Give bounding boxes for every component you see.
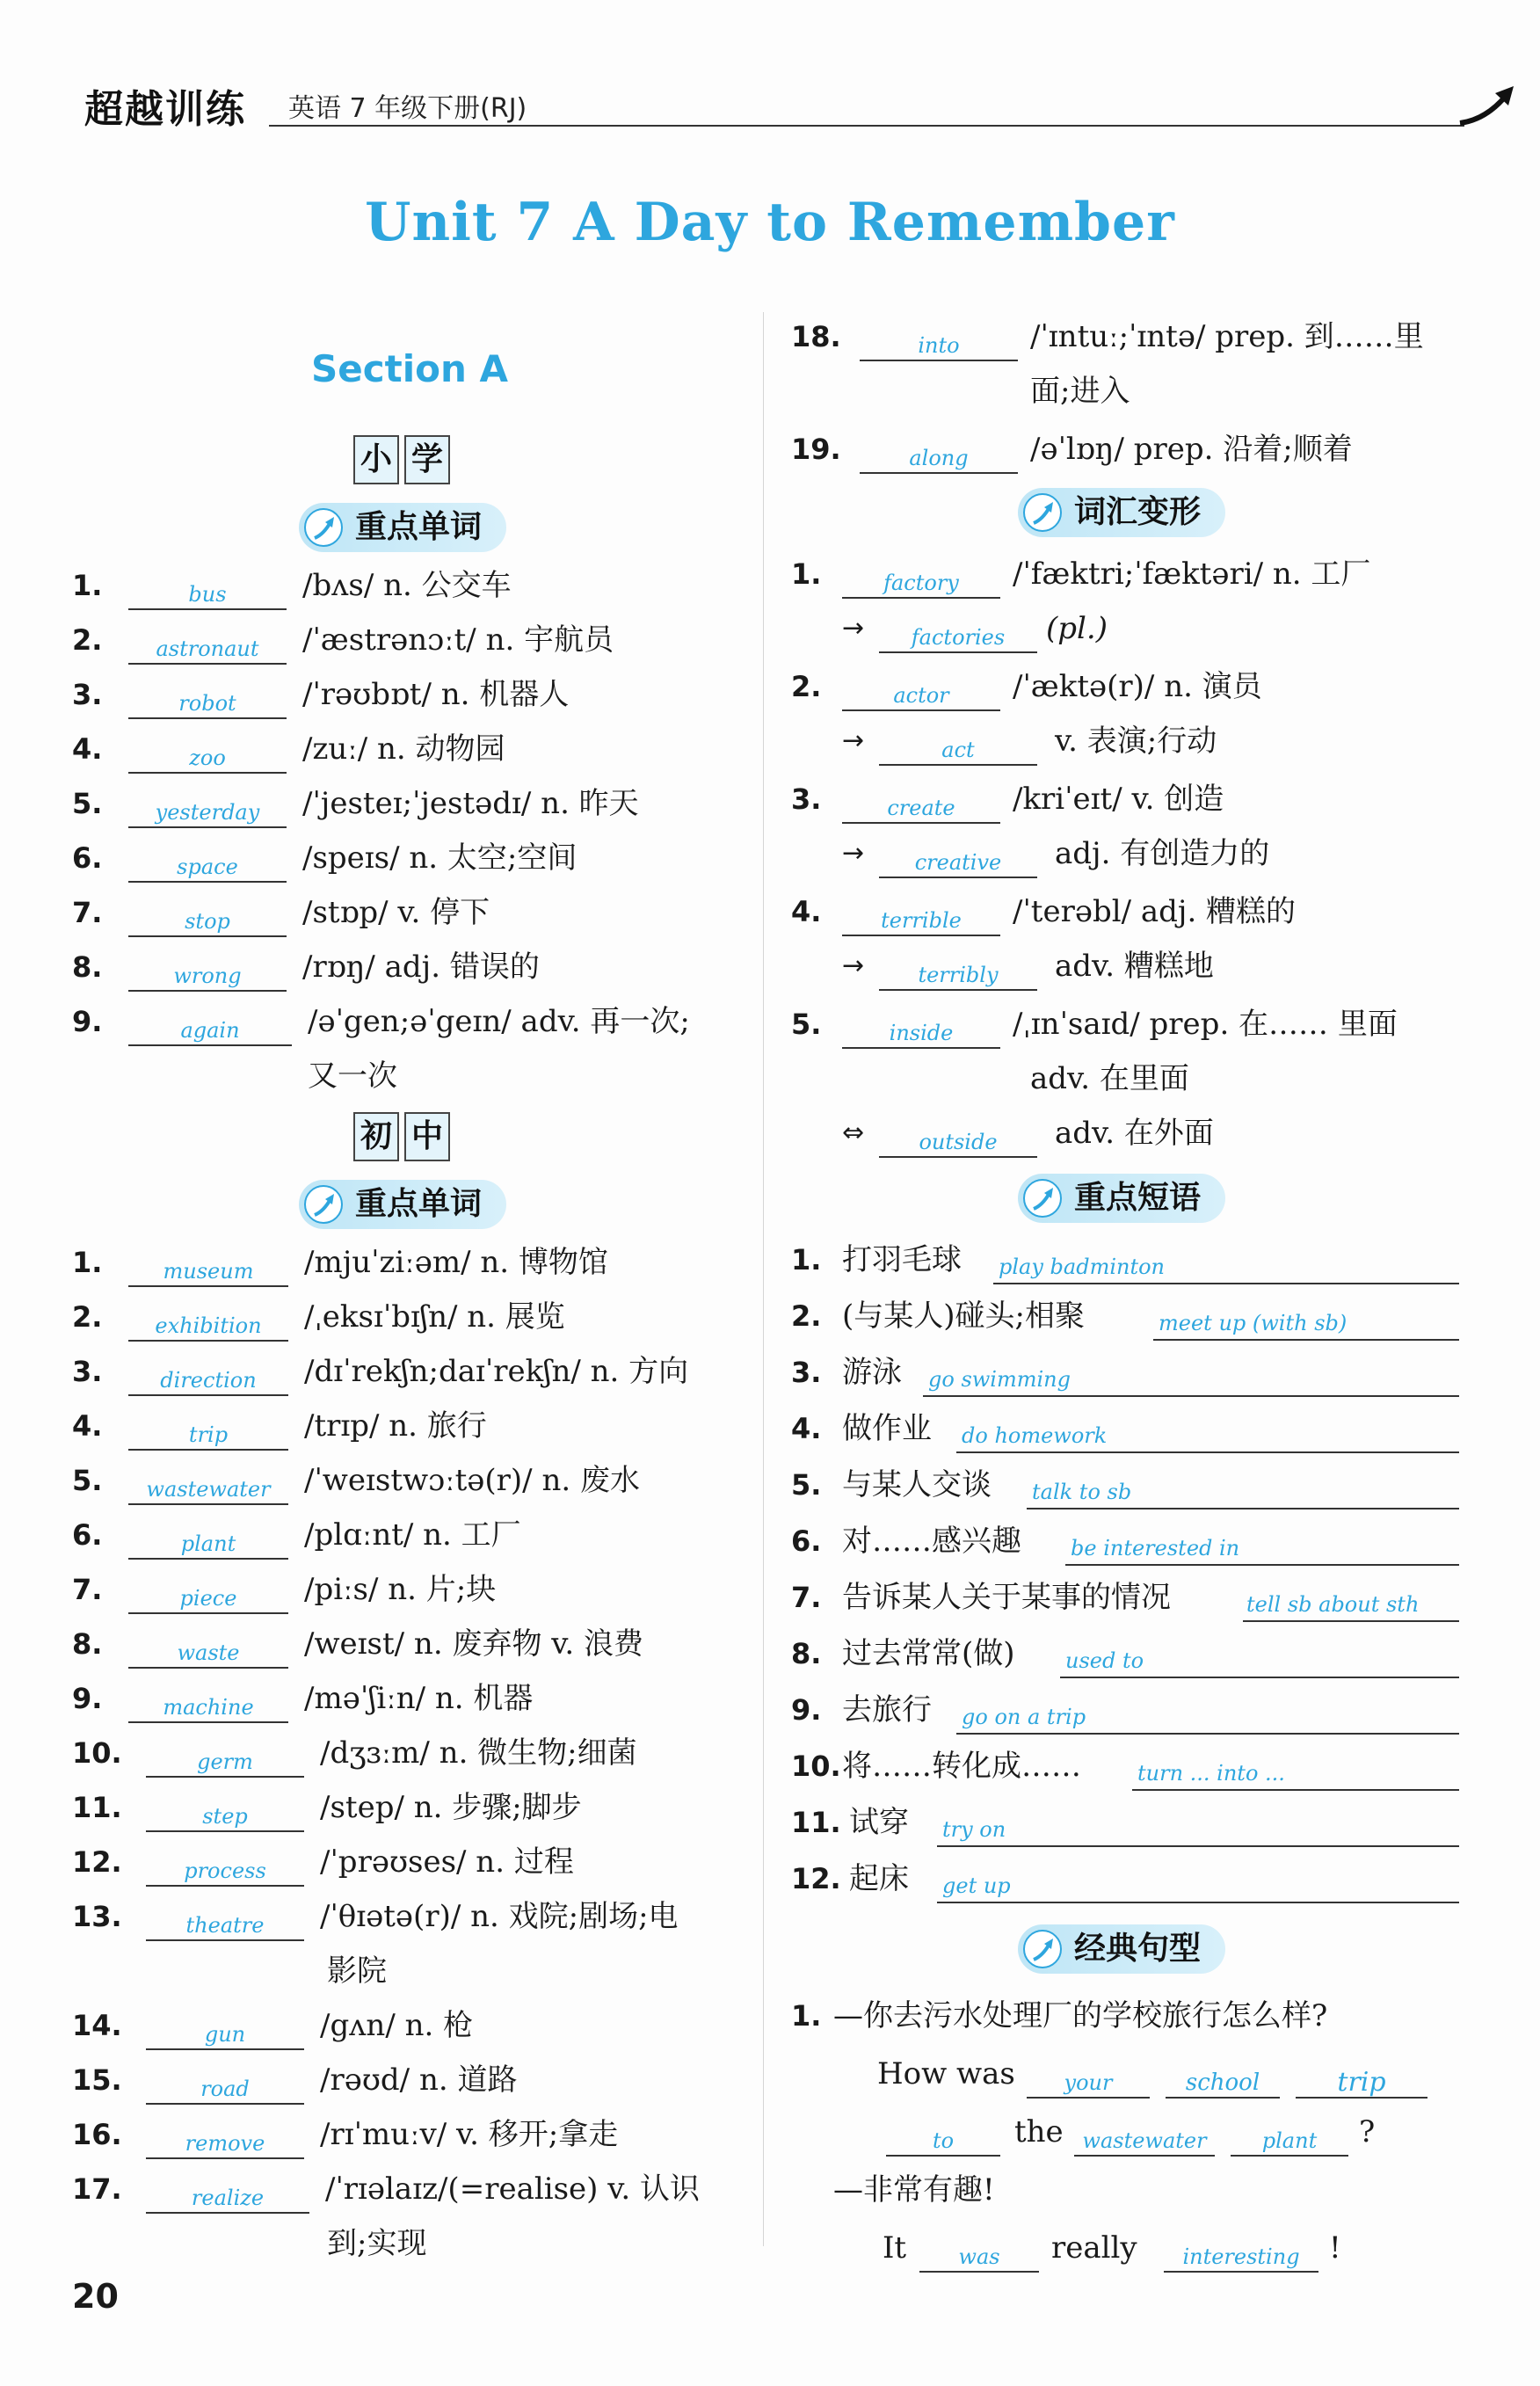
list-item: 12. 起床 get up [791, 1854, 1459, 1903]
book-subtitle: 英语 7 年级下册(RJ) [288, 93, 527, 124]
list-item: 1. 打羽毛球 play badminton [791, 1235, 1459, 1284]
answer-text: talk to sb [1032, 1480, 1132, 1504]
pill-key-words: 重点单词 [299, 1180, 506, 1229]
list-item: 2. exhibition /ˌeksɪˈbɪʃn/ n. 展览 [72, 1292, 758, 1342]
pill-sentences: 经典句型 [1018, 1924, 1225, 1974]
arrow-icon [304, 508, 343, 547]
list-item: 5. inside /ˌɪnˈsaɪd/ prep. 在…… 里面 [791, 1000, 1459, 1049]
answer-blank[interactable]: stop [128, 897, 287, 937]
list-item: 7. piece /piːs/ n. 片;块 [72, 1565, 758, 1614]
list-item: 5. 与某人交谈 talk to sb [791, 1460, 1459, 1509]
answer-blank[interactable]: your [1027, 2058, 1150, 2099]
list-item: 7. 告诉某人关于某事的情况 tell sb about sth [791, 1573, 1459, 1622]
list-item: 7. stop /stɒp/ v. 停下 [72, 888, 758, 937]
answer-blank[interactable]: creative [879, 838, 1037, 878]
list-item: 8. waste /weɪst/ n. 废弃物 v. 浪费 [72, 1619, 758, 1669]
pill-key-words: 重点单词 [299, 503, 506, 552]
list-item: ⇔ outside adv. 在外面 [791, 1109, 1459, 1158]
sentence-line-1: How was your school trip [791, 2049, 1459, 2099]
list-item: 4. 做作业 do homework [791, 1404, 1459, 1453]
list-item: 14. gun /gʌn/ n. 枪 [72, 2001, 758, 2050]
answer-blank[interactable]: to [886, 2116, 1000, 2157]
list-item: 10. germ /dʒɜːm/ n. 微生物;细菌 [72, 1728, 758, 1778]
sentence-answer: —非常有趣! [833, 2172, 995, 2208]
book-title: 超越训练 [84, 87, 246, 132]
arrow-icon [304, 1185, 343, 1224]
list-item: 3. 游泳 go swimming [791, 1348, 1459, 1397]
swoosh-arrow-icon [1456, 77, 1526, 130]
continuation-text: 面;进入 [1030, 374, 1130, 409]
list-item: → factories (pl.) [791, 604, 1459, 653]
list-item: 1. bus /bʌs/ n. 公交车 [72, 561, 758, 610]
answer-blank[interactable]: trip [1296, 2058, 1427, 2099]
answer-blank[interactable]: into [860, 321, 1018, 361]
header-rule [269, 125, 1464, 127]
answer-text: go swimming [928, 1367, 1071, 1392]
list-item: 11. step /step/ n. 步骤;脚步 [72, 1783, 758, 1832]
arrow-icon [1023, 1930, 1062, 1968]
answer-text: do homework [962, 1423, 1108, 1448]
list-item: 16. remove /rɪˈmuːv/ v. 移开;拿走 [72, 2110, 758, 2159]
answer-blank[interactable]: trip [128, 1410, 288, 1451]
answer-blank[interactable]: interesting [1164, 2232, 1318, 2273]
answer-blank[interactable]: was [919, 2232, 1039, 2273]
sentence-line-3: It was really interesting ! [791, 2223, 1459, 2273]
answer-text: try on [942, 1817, 1006, 1842]
list-item: 13. theatre /ˈθɪətə(r)/ n. 戏院;剧场;电 [72, 1892, 758, 1941]
answer-blank[interactable]: road [146, 2064, 304, 2105]
answer-blank[interactable]: wrong [128, 951, 287, 992]
list-item: 5. wastewater /ˈweɪstwɔːtə(r)/ n. 废水 [72, 1456, 758, 1505]
answer-line[interactable] [937, 1863, 1459, 1903]
section-title: Section A [311, 347, 508, 390]
answer-blank[interactable]: terrible [842, 896, 1000, 936]
list-item: 6. 对……感兴趣 be interested in [791, 1517, 1459, 1566]
list-item: → act v. 表演;行动 [791, 717, 1459, 766]
answer-blank[interactable]: direction [128, 1356, 288, 1396]
answer-blank[interactable]: space [128, 842, 287, 883]
answer-text: go on a trip [962, 1705, 1086, 1729]
junior-school-label [353, 1112, 450, 1161]
answer-blank[interactable]: theatre [146, 1901, 304, 1941]
list-item: 3. direction /dɪˈrekʃn;daɪˈrekʃn/ n. 方向 [72, 1347, 758, 1396]
list-item: → terribly adv. 糟糕地 [791, 942, 1459, 991]
page-number: 20 [72, 2277, 119, 2316]
list-item: 3. robot /ˈrəʊbɒt/ n. 机器人 [72, 670, 758, 719]
list-item: 15. road /rəʊd/ n. 道路 [72, 2055, 758, 2105]
pill-key-phrases: 重点短语 [1018, 1174, 1225, 1223]
list-item: 18. into /ˈɪntuː;ˈɪntə/ prep. 到……里 [791, 312, 1459, 361]
list-item: 6. plant /plɑːnt/ n. 工厂 [72, 1510, 758, 1560]
answer-blank[interactable]: school [1166, 2058, 1280, 2099]
unit-title: Unit 7 A Day to Remember [365, 192, 1175, 253]
list-item: 1. factory /ˈfæktri;ˈfæktəri/ n. 工厂 [791, 549, 1459, 599]
answer-text: meet up (with sb) [1159, 1311, 1348, 1335]
list-item: 12. process /ˈprəʊses/ n. 过程 [72, 1837, 758, 1887]
list-item: 11. 试穿 try on [791, 1798, 1459, 1847]
answer-blank[interactable]: robot [128, 679, 287, 719]
answer-blank[interactable]: process [146, 1846, 304, 1887]
list-item: 5. yesterday /ˈjesteɪ;ˈjestədɪ/ n. 昨天 [72, 779, 758, 828]
answer-blank[interactable]: waste [128, 1628, 288, 1669]
answer-text: be interested in [1071, 1536, 1240, 1560]
answer-blank[interactable]: realize [146, 2173, 309, 2214]
answer-blank[interactable]: museum [128, 1247, 288, 1287]
answer-blank[interactable]: create [842, 783, 1000, 824]
answer-blank[interactable]: inside [842, 1008, 1000, 1049]
answer-blank[interactable]: machine [128, 1683, 288, 1723]
answer-blank[interactable]: wastewater [128, 1465, 288, 1505]
answer-text: used to [1065, 1648, 1144, 1673]
answer-blank[interactable]: terribly [879, 950, 1037, 991]
answer-text: get up [942, 1873, 1011, 1898]
answer-blank[interactable]: outside [879, 1117, 1037, 1158]
list-item: 9. again /əˈgen;əˈgeɪn/ adv. 再一次; [72, 997, 758, 1046]
list-item: 4. trip /trɪp/ n. 旅行 [72, 1401, 758, 1451]
answer-blank[interactable]: wastewater [1074, 2116, 1215, 2157]
list-item: 1. museum /mjuˈziːəm/ n. 博物馆 [72, 1238, 758, 1287]
answer-line[interactable] [937, 1807, 1459, 1847]
list-item: 4. terrible /ˈterəbl/ adj. 糟糕的 [791, 887, 1459, 936]
list-item: 8. 过去常常(做) used to [791, 1629, 1459, 1678]
answer-blank[interactable]: piece [128, 1574, 288, 1614]
list-item: 9. machine /məˈʃiːn/ n. 机器 [72, 1674, 758, 1723]
answer-blank[interactable]: gun [146, 2010, 304, 2050]
list-item: 6. space /speɪs/ n. 太空;空间 [72, 833, 758, 883]
list-item: 8. wrong /rɒŋ/ adj. 错误的 [72, 942, 758, 992]
label-char: 学 [404, 435, 450, 484]
answer-blank[interactable]: plant [1231, 2116, 1348, 2157]
page-header [84, 77, 1456, 130]
label-char: 中 [404, 1112, 450, 1161]
list-item: 9. 去旅行 go on a trip [791, 1685, 1459, 1735]
answer-blank[interactable]: along [860, 433, 1018, 474]
pill-word-forms: 词汇变形 [1018, 488, 1225, 537]
list-item: 19. along /əˈlɒŋ/ prep. 沿着;顺着 [791, 425, 1459, 474]
primary-school-label [353, 435, 450, 484]
list-item: 17. realize /ˈrɪəlaɪz/(=realise) v. 认识 [72, 2164, 758, 2214]
answer-text: turn ... into ... [1137, 1761, 1285, 1786]
list-item: 2. astronaut /ˈæstrənɔːt/ n. 宇航员 [72, 615, 758, 665]
answer-blank[interactable]: germ [146, 1737, 304, 1778]
answer-blank[interactable]: yesterday [128, 788, 287, 828]
label-char: 初 [353, 1112, 399, 1161]
answer-text: play badminton [999, 1255, 1166, 1279]
answer-blank[interactable]: zoo [128, 733, 287, 774]
answer-blank[interactable]: astronaut [128, 624, 287, 665]
answer-blank[interactable]: factory [842, 558, 1000, 599]
arrow-icon [1023, 493, 1062, 532]
answer-blank[interactable]: remove [146, 2119, 304, 2159]
answer-blank[interactable]: exhibition [128, 1301, 288, 1342]
list-item: 2. (与某人)碰头;相聚 meet up (with sb) [791, 1291, 1459, 1341]
continuation-text: 又一次 [308, 1058, 397, 1094]
label-char: 小 [353, 435, 399, 484]
arrow-icon [1023, 1179, 1062, 1218]
answer-blank[interactable]: actor [842, 671, 1000, 711]
continuation-text: adv. 在里面 [1030, 1061, 1189, 1096]
answer-text: tell sb about sth [1246, 1592, 1420, 1617]
list-item: 10. 将……转化成…… turn ... into ... [791, 1742, 1459, 1791]
list-item: → creative adj. 有创造力的 [791, 829, 1459, 878]
sentence-line-2: to the wastewater plant ? [791, 2107, 1459, 2157]
continuation-text: 到;实现 [327, 2226, 427, 2261]
answer-blank[interactable]: bus [128, 570, 287, 610]
answer-blank[interactable]: plant [128, 1519, 288, 1560]
answer-blank[interactable]: factories [879, 613, 1037, 653]
answer-blank[interactable]: again [128, 1006, 292, 1046]
list-item: 3. create /kriˈeɪt/ v. 创造 [791, 775, 1459, 824]
continuation-text: 影院 [327, 1953, 387, 1989]
column-divider [763, 312, 764, 2246]
answer-blank[interactable]: step [146, 1792, 304, 1832]
list-item: 2. actor /ˈæktə(r)/ n. 演员 [791, 662, 1459, 711]
list-item: 4. zoo /zuː/ n. 动物园 [72, 724, 758, 774]
sentence-question: 1. —你去污水处理厂的学校旅行怎么样? [791, 1998, 1328, 2033]
answer-blank[interactable]: act [879, 725, 1037, 766]
